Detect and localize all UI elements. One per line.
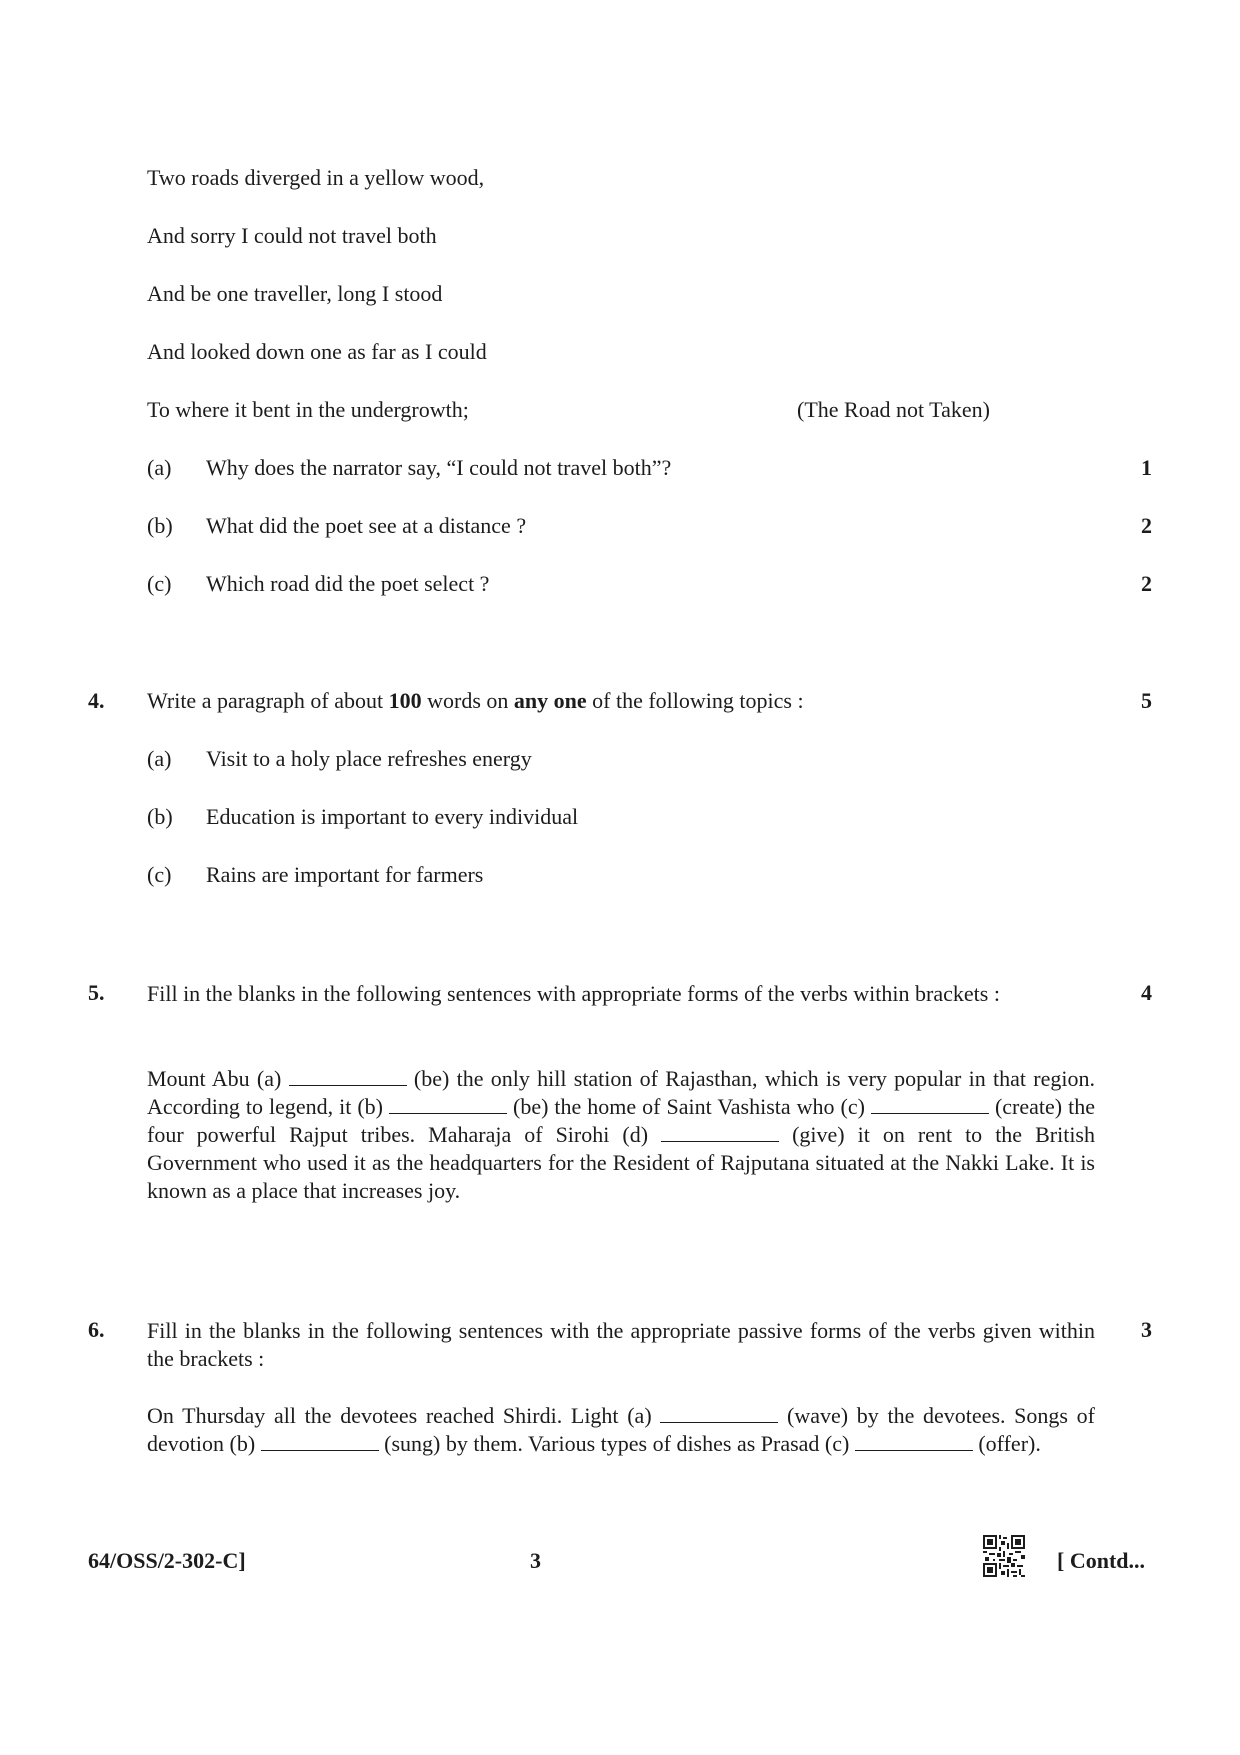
blank-a[interactable]: [660, 1404, 778, 1423]
question-5-text: Fill in the blanks in the following sentences with appropriate forms of the verbs within brackets :: [147, 981, 1000, 1006]
option-text: Rains are important for farmers: [206, 862, 484, 887]
marks: 3: [1141, 1317, 1152, 1342]
marks: 2: [1141, 571, 1152, 596]
question-letter: (c): [147, 571, 172, 596]
blank-c[interactable]: [855, 1432, 973, 1451]
question-text: Why does the narrator say, “I could not travel both”?: [206, 455, 672, 480]
page-number: 3: [530, 1548, 541, 1573]
option-letter: (c): [147, 862, 172, 887]
question-number: 6.: [88, 1317, 105, 1342]
qr-code-icon: [983, 1535, 1025, 1577]
paper-code: 64/OSS/2-302-C]: [88, 1548, 246, 1573]
option-letter: (b): [147, 804, 173, 829]
poem-line: And sorry I could not travel both: [147, 223, 437, 248]
continued-label: [ Contd...: [1057, 1548, 1146, 1573]
poem-line: To where it bent in the undergrowth;: [147, 397, 469, 422]
blank-d[interactable]: [661, 1123, 779, 1142]
poem-source: (The Road not Taken): [797, 397, 990, 422]
marks: 2: [1141, 513, 1152, 538]
question-number: 4.: [88, 688, 105, 713]
question-text: Which road did the poet select ?: [206, 571, 490, 596]
poem-line: And be one traveller, long I stood: [147, 281, 443, 306]
option-text: Visit to a holy place refreshes energy: [206, 746, 532, 771]
marks: 5: [1141, 688, 1152, 713]
blank-a[interactable]: [289, 1067, 407, 1086]
blank-b[interactable]: [389, 1095, 507, 1114]
question-letter: (a): [147, 455, 172, 480]
marks: 4: [1141, 980, 1152, 1005]
option-text: Education is important to every individual: [206, 804, 579, 829]
question-6-text: Fill in the blanks in the following sentences with the appropriate passive forms of the verbs given within the brackets :: [147, 1318, 1095, 1371]
blank-b[interactable]: [261, 1432, 379, 1451]
question-4-text: Write a paragraph of about 100 words on any one of the following topics :: [147, 688, 804, 713]
question-5-passage: Mount Abu (a) (be) the only hill station of Rajasthan, which is very popular in that region. According to legend, it (b) (be) the home of Saint Vashista who (c) (create) the four powerful Rajput tribes. Maharaja of Sirohi (d) (give) it on rent to the British Government who used it as the headquarters for the Resident of Rajputana situated at the Nakki Lake. It is known as a place that increases joy.: [147, 1066, 1096, 1203]
question-letter: (b): [147, 513, 173, 538]
poem-line: Two roads diverged in a yellow wood,: [147, 165, 485, 190]
poem-line: And looked down one as far as I could: [147, 339, 487, 364]
blank-c[interactable]: [871, 1095, 989, 1114]
question-6-passage: On Thursday all the devotees reached Shirdi. Light (a) (wave) by the devotees. Songs of devotion (b) (sung) by them. Various types of dishes as Prasad (c) (offer).: [147, 1403, 1095, 1456]
marks: 1: [1141, 455, 1152, 480]
question-number: 5.: [88, 980, 105, 1005]
option-letter: (a): [147, 746, 172, 771]
question-text: What did the poet see at a distance ?: [206, 513, 527, 538]
